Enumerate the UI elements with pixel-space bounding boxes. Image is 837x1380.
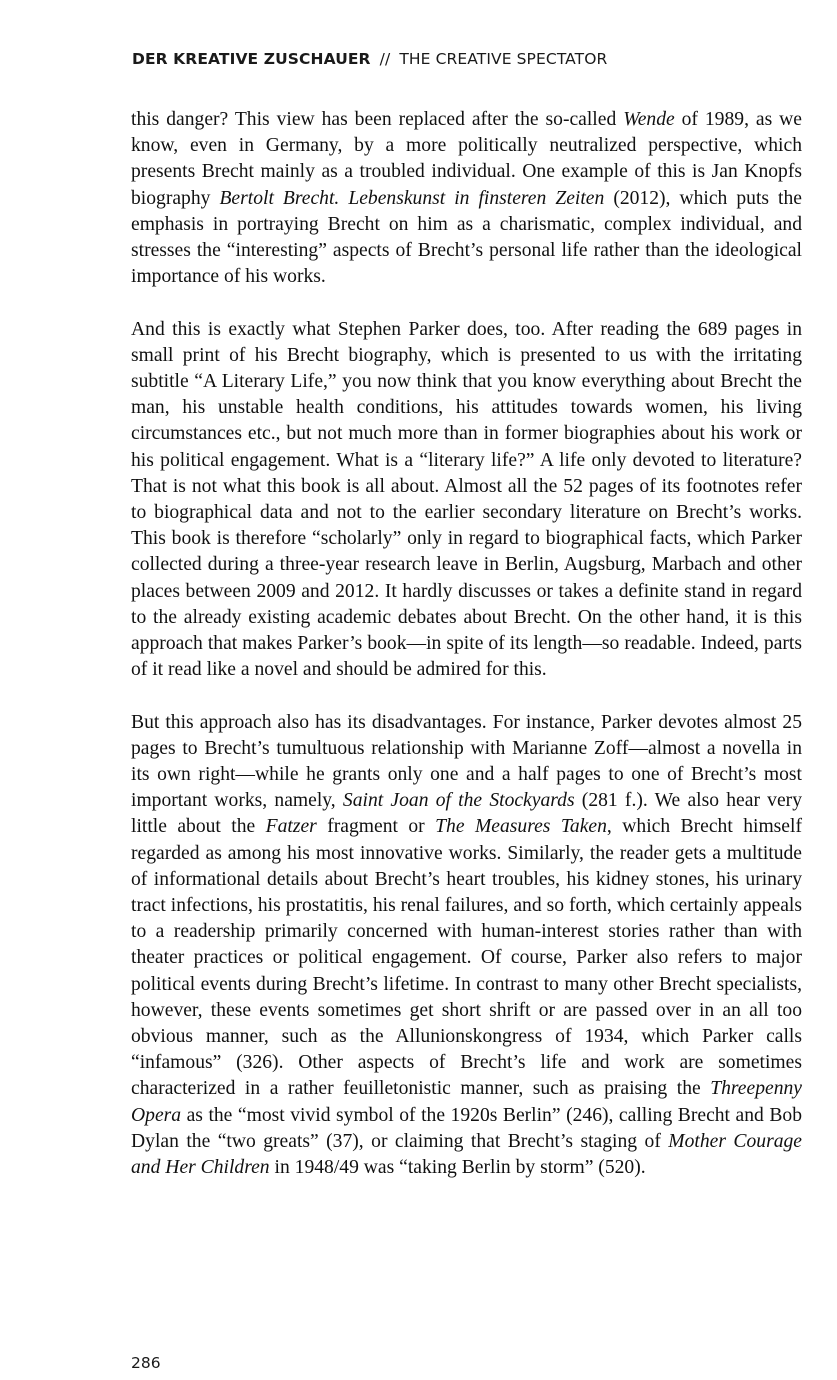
text-run: (281 f.). We also hear very little about the <box>131 790 802 838</box>
running-head-german-title: DER KREATIVE ZUSCHAUER <box>132 50 371 68</box>
text-run: fragment or <box>316 816 436 838</box>
text-run: of 1989, as we know, even in Germany, by a more politically neutralized perspective, which presents Brecht mainly as a troubled individual. One example of this is Jan Knopfs biography <box>131 109 802 209</box>
text-run: in 1948/49 was “taking Berlin by storm” (520). <box>269 1157 646 1179</box>
italic-title-text: Wende <box>623 109 675 130</box>
italic-title-text: Threepenny Opera <box>131 1078 802 1126</box>
text-run: this danger? This view has been replaced after the so-called <box>131 109 624 130</box>
italic-title-text: The Measures Taken <box>435 816 607 838</box>
text-run: as the “most vivid symbol of the 1920s Berlin” (246), calling Brecht and Bob Dylan the “two greats” (37), or claiming that Brecht’s staging of <box>131 1104 802 1152</box>
text-run: (2012), which puts the emphasis in portraying Brecht on him as a charismatic, complex individual, and stresses the “interesting” aspects of Brecht’s personal life rather than the ideological importance of his works. <box>131 187 802 288</box>
italic-title-text: Bertolt Brecht. Lebenskunst in finsteren Zeiten <box>219 187 605 209</box>
italic-title-text: Saint Joan of the Stockyards <box>342 790 575 812</box>
running-head-separator: // <box>379 50 391 68</box>
text-run: But this approach also has its disadvantages. For instance, Parker devotes almost 25 pages to Brecht’s tumultuous relationship with Marianne Zoff—almost a novella in its own right—while he grants only one and a half pages to one of Brecht’s most important works, namely, <box>131 711 802 812</box>
text-run: , which Brecht himself regarded as among his most innovative works. Similarly, the reader gets a multitude of informational details about Brecht’s heart troubles, his kidney stones, his urinary tract infections, his prostatitis, his renal failures, and so forth, which certainly appeals to a readership primarily concerned with human-interest stories rather than with theater practices or political engagement. Of course, Parker also refers to major political events during Brecht’s lifetime. In contrast to many other Brecht specialists, however, these events sometimes get short shrift or are passed over in an all too obvious manner, such as the Allunionskongress of 1934, which Parker calls “infamous” (326). Other aspects of Brecht’s life and work are sometimes characterized in a rather feuilletonistic manner, such as praising the <box>131 816 802 1100</box>
italic-title-text: Fatzer <box>265 816 317 838</box>
running-head-english-title: THE CREATIVE SPECTATOR <box>399 50 608 68</box>
running-head <box>132 50 607 68</box>
paragraph <box>131 317 802 684</box>
body-text <box>131 107 802 1181</box>
page-number: 286 <box>131 1354 161 1372</box>
italic-title-text: Mother Courage and Her Children <box>131 1130 802 1179</box>
paragraph <box>131 710 802 1182</box>
text-run: And this is exactly what Stephen Parker does, too. After reading the 689 pages in small print of his Brecht biography, which is presented to us with the irritating subtitle “A Literary Life,” you now think that you know everything about Brecht the man, his unstable health conditions, his attitudes towards women, his living circumstances etc., but not much more than in former biographies about his work or his political engagement. What is a “literary life?” A life only devoted to literature? That is not what this book is all about. Almost all the 52 pages of its footnotes refer to biographical data and not to the earlier secondary literature on Brecht’s works. This book is therefore “scholarly” only in regard to biographical facts, which Parker collected during a three-year research leave in Berlin, Augsburg, Marbach and other places between 2009 and 2012. It hardly discusses or takes a definite stand in regard to the already existing academic debates about Brecht. On the other hand, it is this approach that makes Parker’s book—in spite of its length—so readable. Indeed, parts of it read like a novel and should be admired for this. <box>131 318 802 681</box>
paragraph <box>131 107 802 290</box>
